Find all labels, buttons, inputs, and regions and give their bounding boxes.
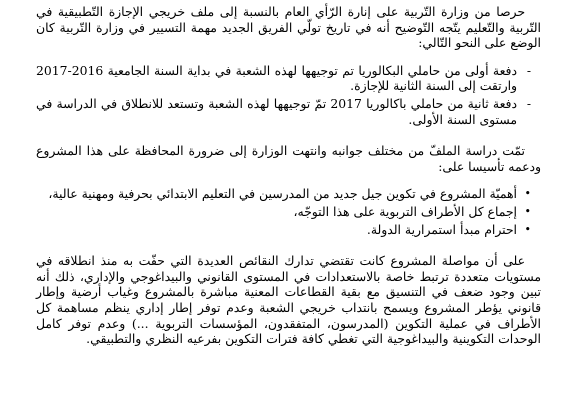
document-page [36, 4, 541, 410]
list-item: • إجماع كل الأطراف التربوية على هذا التوجّه، [36, 204, 517, 220]
list-item: • احترام مبدأ استمرارية الدولة. [36, 222, 517, 238]
intro-paragraph: حرصا من وزارة التّربية على إنارة الرّأي العام بالنسبة إلى ملف خريجي الإجازة التّطبيقية في التّربية والتّعليم يتّجه التّوضيح أنه في تاريخ تولّي الفريق الجديد مهمة التسيير في وزارة التّربية كان الوضع على النحو التّالي: [36, 4, 541, 51]
spacer [36, 239, 541, 253]
spacer [36, 51, 541, 63]
list-item: - دفعة أولى من حاملي البكالوريا تم توجيهها لهذه الشعبة في بداية السنة الجامعية 2016-2017 وارتقت إلى السنة الثانية للإجازة. [36, 63, 517, 94]
list-item: - دفعة ثانية من حاملي باكالوريا 2017 تمّ توجيهها لهذه الشعبة وتستعد للانطلاق في الدراسة في مستوى السنة الأولى. [36, 96, 517, 127]
study-paragraph: تمّت دراسة الملفّ من مختلف جوانبه وانتهت الوزارة إلى ضرورة المحافظة على هذا المشروع ودعمه تأسيسا على: [36, 143, 541, 174]
spacer [36, 129, 541, 143]
list-item: • أهميّة المشروع في تكوين جيل جديد من المدرسين في التعليم الابتدائي بحرفية ومهنية عالية، [36, 186, 517, 202]
spacer [36, 174, 541, 186]
shortcomings-paragraph: على أن مواصلة المشروع كانت تقتضي تدارك النقائص العديدة التي حفّت به منذ انطلاقه في مستويات متعددة ترتبط خاصة بالاستعدادات في المستوى القانوني والبيداغوجي والإداري، ذلك أنه تبين وجود ضعف في التنسيق مع بقية القطاعات المعنية مباشرة بالمشروع وغياب أرضية وإطار قانوني يؤطر المشروع ويسمح بانتداب خريجي الشعبة وعدم توفر إطار إداري ينظم مساهمة كل الأطراف في عملية التكوين (المدرسون، المتفقدون، المؤسسات التربوية ...) وعدم توفر كامل الوحدات التكوينية والبيداغوجية التي تغطي كافة فترات التكوين بفرعيه النظري والتطبيقي. [36, 253, 541, 347]
justification-list [36, 186, 541, 237]
situation-list [36, 63, 541, 127]
